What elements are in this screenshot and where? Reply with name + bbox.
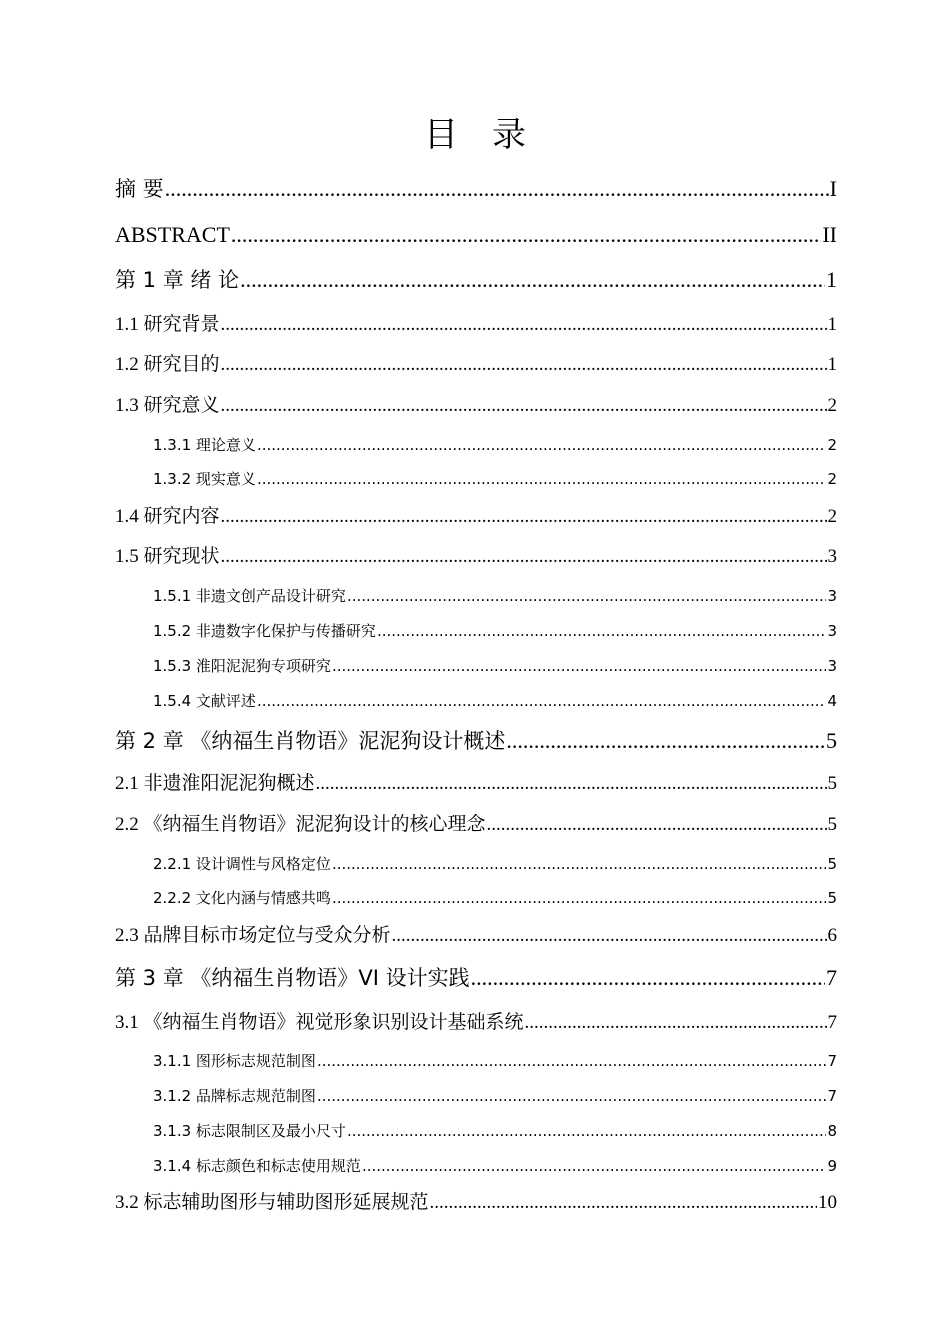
toc-entry-label: 1.5.3 淮阳泥泥狗专项研究: [153, 657, 331, 675]
toc-entry-label: 3.1.3 标志限制区及最小尺寸: [153, 1122, 346, 1140]
toc-entry-page-number: 4: [827, 692, 837, 710]
toc-entry-label: 1.5 研究现状: [115, 546, 220, 567]
dot-leader: [221, 545, 827, 569]
toc-entry-label: 1.1 研究背景: [115, 314, 220, 335]
toc-entry-page-number: 2: [827, 470, 837, 488]
toc-entry[interactable]: [153, 1051, 837, 1071]
dot-leader: [506, 727, 825, 755]
toc-entry-page-number: 3: [827, 657, 837, 675]
toc-entry-label: 1.3.2 现实意义: [153, 470, 256, 488]
toc-entry-label: 3.1 《纳福生肖物语》视觉形象识别设计基础系统: [115, 1012, 524, 1033]
toc-entry[interactable]: [115, 353, 837, 377]
toc-entry-label: 2.3 品牌目标市场定位与受众分析: [115, 925, 391, 946]
dot-leader: [316, 772, 827, 796]
toc-entry-label: 1.5.1 非遗文创产品设计研究: [153, 587, 346, 605]
toc-entry-page-number: 5: [827, 814, 837, 835]
toc-entry-label: 2.2.2 文化内涵与情感共鸣: [153, 889, 331, 907]
dot-leader: [332, 854, 827, 874]
toc-entry-label: 1.3.1 理论意义: [153, 436, 256, 454]
toc-title: 目 录: [424, 115, 526, 155]
toc-entry-page-number: 7: [826, 965, 837, 990]
toc-entry-page-number: 5: [826, 728, 837, 753]
toc-entry-page-number: 2: [827, 395, 837, 416]
dot-leader: [332, 888, 827, 908]
dot-leader: [525, 1011, 827, 1035]
toc-entry[interactable]: [153, 435, 837, 455]
toc-entry-label: 1.4 研究内容: [115, 506, 220, 527]
dot-leader: [392, 924, 827, 948]
dot-leader: [165, 175, 829, 203]
toc-entry-label: 3.2 标志辅助图形与辅助图形延展规范: [115, 1192, 429, 1213]
toc-entry-page-number: 3: [827, 622, 837, 640]
toc-entry[interactable]: [153, 1156, 837, 1176]
toc-entry[interactable]: [115, 1191, 837, 1215]
dot-leader: [332, 656, 827, 676]
toc-entry-page-number: 7: [827, 1012, 837, 1033]
toc-entry-page-number: 5: [827, 889, 837, 907]
toc-entry-page-number: 7: [827, 1087, 837, 1105]
toc-entry[interactable]: [115, 505, 837, 529]
toc-entry-label: 2.2.1 设计调性与风格定位: [153, 855, 331, 873]
toc-entry-label: 1.5.2 非遗数字化保护与传播研究: [153, 622, 376, 640]
dot-leader: [221, 353, 827, 377]
toc-entry-label: 1.5.4 文献评述: [153, 692, 256, 710]
toc-entry-label: 1.2 研究目的: [115, 354, 220, 375]
toc-entry-label: 摘 要: [115, 177, 164, 201]
dot-leader: [347, 1121, 827, 1141]
toc-entry-page-number: 5: [827, 855, 837, 873]
dot-leader: [257, 435, 827, 455]
toc-entry-label: 第 3 章 《纳福生肖物语》VI 设计实践: [115, 966, 470, 990]
toc-entry[interactable]: [153, 1086, 837, 1106]
toc-entry[interactable]: [115, 727, 837, 755]
dot-leader: [487, 813, 827, 837]
toc-entry-page-number: 2: [827, 506, 837, 527]
dot-leader: [221, 313, 827, 337]
toc-entry-label: 2.2 《纳福生肖物语》泥泥狗设计的核心理念: [115, 814, 486, 835]
dot-leader: [430, 1191, 817, 1215]
toc-entry-page-number: 6: [827, 925, 837, 946]
toc-entry-page-number: 2: [827, 436, 837, 454]
toc-entry[interactable]: [153, 691, 837, 711]
toc-entry-label: 2.1 非遗淮阳泥泥狗概述: [115, 773, 315, 794]
toc-entry-label: 3.1.4 标志颜色和标志使用规范: [153, 1157, 361, 1175]
toc-entry-page-number: 8: [827, 1122, 837, 1140]
dot-leader: [221, 505, 827, 529]
toc-entry[interactable]: [153, 854, 837, 874]
toc-entry[interactable]: [115, 221, 837, 249]
toc-entry[interactable]: [115, 175, 837, 203]
toc-entry[interactable]: [115, 266, 837, 294]
toc-entry[interactable]: [153, 888, 837, 908]
toc-entry-page-number: 9: [827, 1157, 837, 1175]
toc-entry[interactable]: [115, 813, 837, 837]
dot-leader: [347, 586, 827, 606]
dot-leader: [240, 266, 825, 294]
toc-entry[interactable]: [153, 656, 837, 676]
dot-leader: [221, 394, 827, 418]
dot-leader: [257, 691, 827, 711]
toc-entry-page-number: II: [822, 222, 837, 247]
toc-entry-label: 第 1 章 绪 论: [115, 268, 240, 292]
toc-entry-label: 1.3 研究意义: [115, 395, 220, 416]
toc-entry-page-number: I: [829, 176, 837, 201]
toc-entry[interactable]: [153, 1121, 837, 1141]
toc-entry-page-number: 3: [827, 587, 837, 605]
toc-entry-page-number: 7: [827, 1052, 837, 1070]
toc-entry[interactable]: [153, 621, 837, 641]
dot-leader: [471, 964, 825, 992]
toc-entry[interactable]: [153, 586, 837, 606]
toc-entry-label: ABSTRACT: [115, 222, 230, 247]
toc-entry[interactable]: [115, 1011, 837, 1035]
toc-entry-page-number: 5: [827, 773, 837, 794]
toc-entry-label: 3.1.1 图形标志规范制图: [153, 1052, 316, 1070]
toc-entry-label: 3.1.2 品牌标志规范制图: [153, 1087, 316, 1105]
toc-entry[interactable]: [115, 545, 837, 569]
toc-entry[interactable]: [115, 772, 837, 796]
toc-entry[interactable]: [115, 964, 837, 992]
dot-leader: [231, 221, 821, 249]
toc-entry[interactable]: [115, 394, 837, 418]
dot-leader: [362, 1156, 827, 1176]
toc-entry[interactable]: [115, 924, 837, 948]
dot-leader: [257, 469, 827, 489]
dot-leader: [377, 621, 827, 641]
toc-entry[interactable]: [115, 313, 837, 337]
toc-entry-label: 第 2 章 《纳福生肖物语》泥泥狗设计概述: [115, 729, 506, 753]
toc-entry-page-number: 1: [827, 354, 837, 375]
dot-leader: [317, 1051, 827, 1071]
toc-entry-page-number: 3: [827, 546, 837, 567]
toc-entry-page-number: 10: [818, 1192, 837, 1213]
dot-leader: [317, 1086, 827, 1106]
toc-entry-page-number: 1: [826, 267, 837, 292]
toc-entry[interactable]: [153, 469, 837, 489]
toc-entry-page-number: 1: [827, 314, 837, 335]
